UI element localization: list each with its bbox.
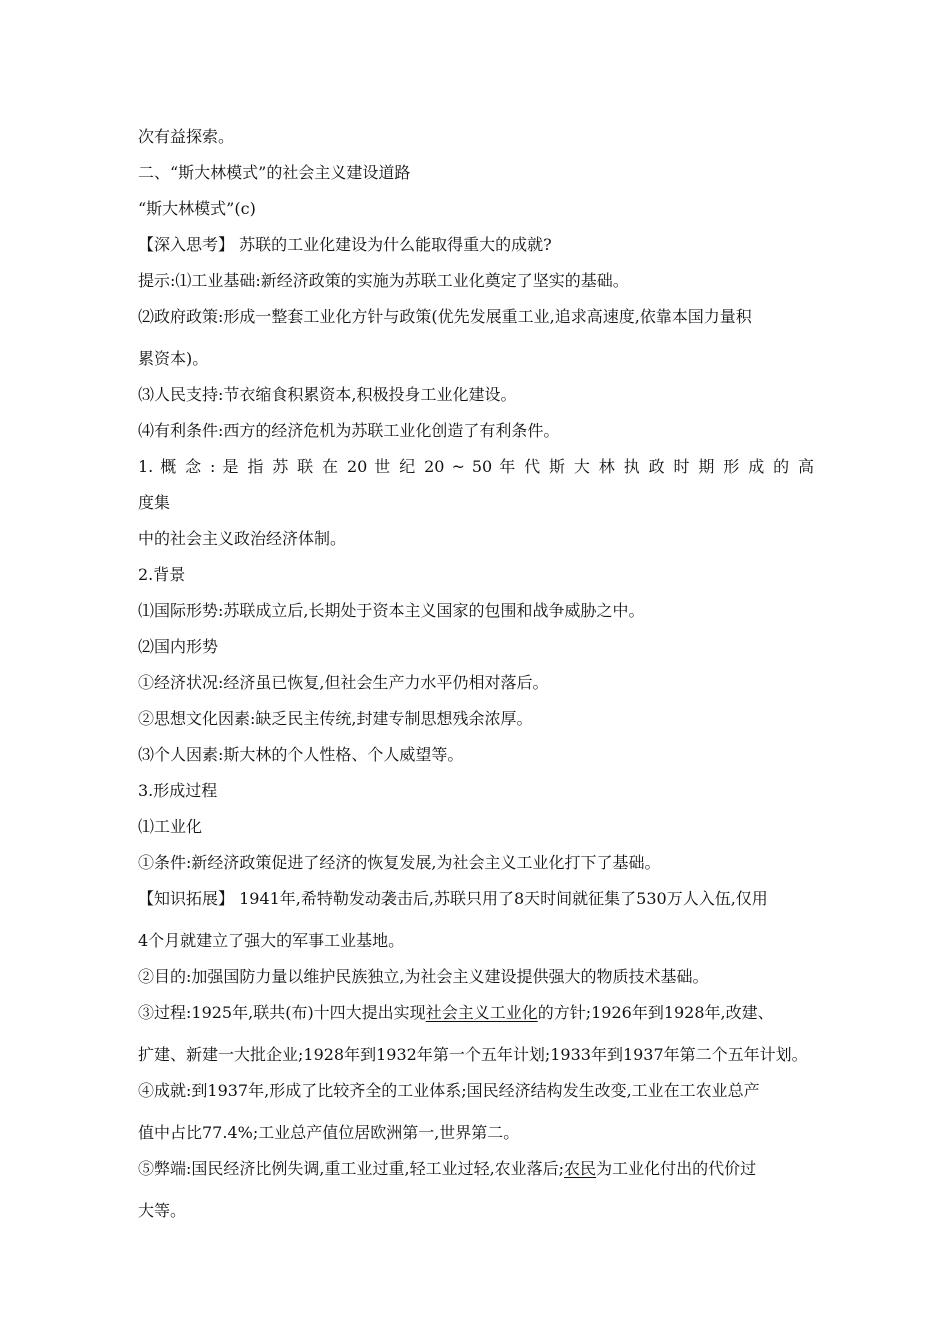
text-line: ①条件:新经济政策促进了经济的恢复发展,为社会主义工业化打下了基础。 xyxy=(138,853,661,872)
underlined-term: 社会主义工业化 xyxy=(425,1003,538,1022)
text-line: ⑷有利条件:西方的经济危机为苏联工业化创造了有利条件。 xyxy=(138,421,560,440)
document-page xyxy=(138,0,818,1344)
text-line: ②目的:加强国防力量以维护民族独立,为社会主义建设提供强大的物质技术基础。 xyxy=(138,967,709,986)
deep-thinking-question: 【深入思考】 苏联的工业化建设为什么能取得重大的成就? xyxy=(138,235,552,254)
text-line: 大等。 xyxy=(138,1201,187,1220)
text-line: 值中占比77.4%;工业总产值位居欧洲第一,世界第二。 xyxy=(138,1123,520,1142)
underlined-term: 农民 xyxy=(564,1159,597,1178)
text-line: 提示:⑴工业基础:新经济政策的实施为苏联工业化奠定了坚实的基础。 xyxy=(138,271,629,290)
text-line: ④成就:到1937年,形成了比较齐全的工业体系;国民经济结构发生改变,工业在工农业总产 xyxy=(138,1081,760,1100)
text-line: ⑵政府政策:形成一整套工业化方针与政策(优先发展重工业,追求高速度,依靠本国力量积 xyxy=(138,307,752,326)
text-line xyxy=(138,1159,756,1179)
numbered-heading: 2.背景 xyxy=(138,565,186,584)
text-segment: ③过程:1925年,联共(布)十四大提出实现 xyxy=(138,1003,426,1022)
section-heading: 二、“斯大林模式”的社会主义建设道路 xyxy=(138,163,411,182)
text-line: 扩建、新建一大批企业;1928年到1932年第一个五年计划;1933年到1937年第二个五年计划。 xyxy=(138,1045,808,1064)
text-segment: 的方针;1926年到1928年,改建、 xyxy=(537,1003,774,1022)
knowledge-extension: 【知识拓展】 1941年,希特勒发动袭击后,苏联只用了8天时间就征集了530万人入伍,仅用 xyxy=(138,889,768,908)
numbered-heading: 3.形成过程 xyxy=(138,781,218,800)
text-line: ②思想文化因素:缺乏民主传统,封建专制思想残余浓厚。 xyxy=(138,709,533,728)
text-line: ⑴工业化 xyxy=(138,817,203,836)
text-line: 中的社会主义政治经济体制。 xyxy=(138,529,347,548)
text-line: 4个月就建立了强大的军事工业基地。 xyxy=(138,931,405,950)
text-segment: ⑤弊端:国民经济比例失调,重工业过重,轻工业过轻,农业落后; xyxy=(138,1159,565,1178)
text-line: ⑶人民支持:节衣缩食积累资本,积极投身工业化建设。 xyxy=(138,385,517,404)
text-segment: 为工业化付出的代价过 xyxy=(596,1159,757,1178)
text-line: ⑶个人因素:斯大林的个人性格、个人威望等。 xyxy=(138,745,464,764)
text-line: ①经济状况:经济虽已恢复,但社会生产力水平仍相对落后。 xyxy=(138,673,549,692)
text-line: ⑵国内形势 xyxy=(138,637,219,656)
text-line: ⑴国际形势:苏联成立后,长期处于资本主义国家的包围和战争威胁之中。 xyxy=(138,601,645,620)
subsection-heading: “斯大林模式”(c) xyxy=(138,199,256,218)
concept-line: 1. 概 念 : 是 指 苏 联 在 20 世 纪 20 ~ 50 年 代 斯 大 林 执 政 时 期 形 成 的 高 xyxy=(138,457,814,476)
text-line xyxy=(138,1003,774,1023)
text-line: 次有益探索。 xyxy=(138,127,235,146)
text-line: 度集 xyxy=(138,493,171,512)
text-line: 累资本)。 xyxy=(138,349,209,368)
